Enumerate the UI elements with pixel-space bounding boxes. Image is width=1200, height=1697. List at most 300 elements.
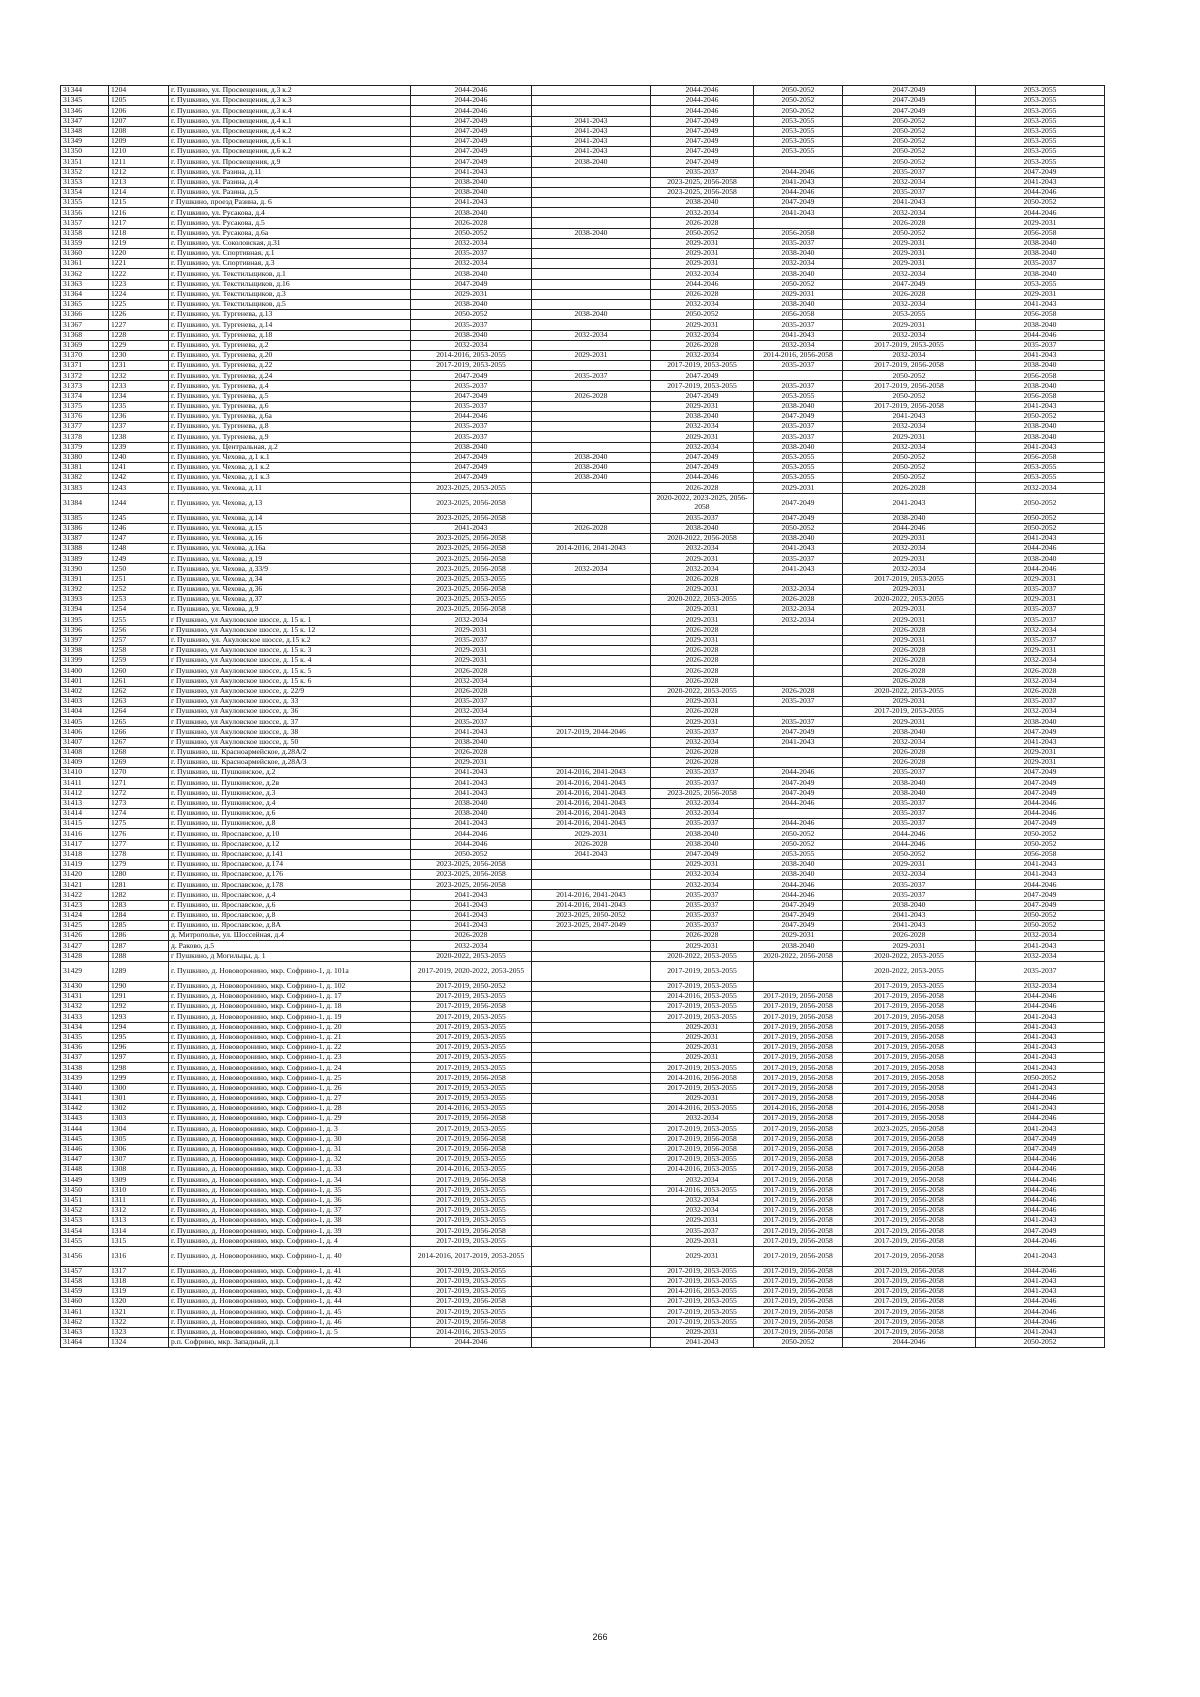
table-row [61,676,1105,686]
cell-period-f: 2032-2034 [976,625,1105,635]
cell-period-b [532,1022,651,1032]
cell-item-number: 1318 [109,1276,169,1286]
cell-period-c: 2026-2028 [651,758,754,768]
cell-item-number: 1228 [109,330,169,340]
cell-period-c: 2029-2031 [651,1236,754,1246]
table-row [61,218,1105,228]
cell-period-d: 2050-2052 [754,96,843,106]
cell-period-d: 2038-2040 [754,870,843,880]
cell-period-d: 2014-2016, 2056-2058 [754,1104,843,1114]
cell-period-d: 2017-2019, 2056-2058 [754,1195,843,1205]
cell-row-number: 31463 [61,1327,109,1337]
cell-period-f: 2044-2046 [976,991,1105,1001]
cell-period-a: 2017-2019, 2053-2055 [411,1266,532,1276]
cell-period-d: 2017-2019, 2056-2058 [754,1002,843,1012]
cell-period-f: 2041-2043 [976,350,1105,360]
cell-period-d: 2014-2016, 2056-2058 [754,350,843,360]
cell-row-number: 31354 [61,187,109,197]
cell-period-d: 2017-2019, 2056-2058 [754,1053,843,1063]
cell-period-a: 2041-2043 [411,778,532,788]
cell-period-d: 2053-2055 [754,126,843,136]
cell-address: г. Пушкино, д. Нововоронино, мкр. Софрино-1, д. 44 [169,1297,411,1307]
cell-period-d [754,676,843,686]
cell-address: г. Пушкино, ул. Спортивная, д.1 [169,249,411,259]
cell-period-f: 2038-2040 [976,717,1105,727]
cell-period-d: 2041-2043 [754,208,843,218]
cell-period-a: 2017-2019, 2056-2058 [411,1297,532,1307]
table-row [61,289,1105,299]
table-row [61,859,1105,869]
cell-address: г. Пушкино, д. Нововоронино, мкр. Софрино-1, д. 25 [169,1073,411,1083]
cell-period-b [532,1246,651,1266]
cell-period-f: 2044-2046 [976,544,1105,554]
cell-period-b: 2014-2016, 2041-2043 [532,900,651,910]
cell-period-b [532,208,651,218]
cell-period-a: 2023-2025, 2053-2055 [411,483,532,493]
cell-item-number: 1281 [109,880,169,890]
cell-address: г. Пушкино, ул. Чехова, д.15 [169,523,411,533]
cell-period-a: 2023-2025, 2056-2058 [411,564,532,574]
table-row [61,961,1105,981]
cell-period-e: 2050-2052 [843,116,976,126]
cell-period-b [532,1104,651,1114]
cell-item-number: 1219 [109,238,169,248]
cell-address: г Пушкино, ул Акуловское шоссе, д. 15 к. 5 [169,666,411,676]
cell-address: г. Пушкино, ул. Текстильщиков, д.1 [169,269,411,279]
cell-period-a: 2041-2043 [411,167,532,177]
cell-row-number: 31380 [61,452,109,462]
cell-period-f: 2032-2034 [976,483,1105,493]
table-row [61,991,1105,1001]
cell-period-d: 2035-2037 [754,696,843,706]
cell-period-c: 2035-2037 [651,890,754,900]
cell-period-b [532,442,651,452]
table-row [61,371,1105,381]
table-row [61,157,1105,167]
cell-row-number: 31382 [61,473,109,483]
cell-period-c: 2014-2016, 2053-2055 [651,1185,754,1195]
cell-row-number: 31421 [61,880,109,890]
cell-row-number: 31361 [61,259,109,269]
cell-address: г Пушкино, проезд Разина, д. 6 [169,198,411,208]
cell-address: г. Пушкино, ул. Просвещения, д.3 к.2 [169,86,411,96]
cell-address: г. Пушкино, ш. Красноармейское, д.28А/3 [169,758,411,768]
cell-period-e: 2032-2034 [843,299,976,309]
cell-address: г. Пушкино, д. Нововоронино, мкр. Софрино-1, д. 35 [169,1185,411,1195]
cell-item-number: 1236 [109,412,169,422]
cell-period-c: 2026-2028 [651,707,754,717]
cell-period-f: 2044-2046 [976,1093,1105,1103]
cell-address: г. Пушкино, д. Нововоронино, мкр. Софрино-1, д. 4 [169,1236,411,1246]
cell-period-a: 2023-2025, 2053-2055 [411,574,532,584]
cell-period-e: 2032-2034 [843,330,976,340]
cell-period-f: 2044-2046 [976,1195,1105,1205]
cell-period-b: 2032-2034 [532,330,651,340]
cell-period-f: 2056-2058 [976,391,1105,401]
cell-period-b [532,554,651,564]
cell-period-b: 2041-2043 [532,116,651,126]
cell-period-e: 2017-2019, 2056-2058 [843,1297,976,1307]
cell-period-c: 2017-2019, 2053-2055 [651,1002,754,1012]
table-row [61,1144,1105,1154]
cell-period-d: 2044-2046 [754,768,843,778]
cell-item-number: 1279 [109,859,169,869]
cell-address: г. Пушкино, д. Нововоронино, мкр. Софрино-1, д. 33 [169,1165,411,1175]
cell-period-c: 2032-2034 [651,1195,754,1205]
cell-row-number: 31403 [61,696,109,706]
cell-item-number: 1246 [109,523,169,533]
cell-address: г. Пушкино, ул. Русакова, д.4 [169,208,411,218]
cell-period-d: 2017-2019, 2056-2058 [754,1114,843,1124]
cell-period-f: 2035-2037 [976,584,1105,594]
cell-period-b: 2032-2034 [532,564,651,574]
cell-period-c: 2026-2028 [651,574,754,584]
cell-row-number: 31429 [61,961,109,981]
cell-period-f: 2050-2052 [976,921,1105,931]
table-row [61,1266,1105,1276]
cell-address: г. Пушкино, ул. Просвещения, д.4 к.2 [169,126,411,136]
cell-period-a: 2017-2019, 2053-2055 [411,1185,532,1195]
cell-period-e: 2017-2019, 2056-2058 [843,1093,976,1103]
cell-period-e: 2029-2031 [843,249,976,259]
cell-period-c: 2017-2019, 2053-2055 [651,961,754,981]
cell-row-number: 31409 [61,758,109,768]
cell-period-c: 2032-2034 [651,330,754,340]
cell-item-number: 1269 [109,758,169,768]
cell-period-b [532,1317,651,1327]
cell-period-f: 2038-2040 [976,422,1105,432]
cell-item-number: 1272 [109,788,169,798]
cell-period-a: 2044-2046 [411,829,532,839]
cell-period-f: 2047-2049 [976,1134,1105,1144]
cell-period-e: 2017-2019, 2056-2058 [843,1022,976,1032]
cell-period-c: 2032-2034 [651,1175,754,1185]
cell-period-f: 2044-2046 [976,880,1105,890]
cell-row-number: 31448 [61,1165,109,1175]
cell-row-number: 31458 [61,1276,109,1286]
cell-period-c: 2017-2019, 2053-2055 [651,1083,754,1093]
cell-row-number: 31456 [61,1246,109,1266]
cell-period-d: 2026-2028 [754,595,843,605]
cell-period-a: 2026-2028 [411,747,532,757]
cell-period-e: 2017-2019, 2056-2058 [843,1185,976,1195]
cell-item-number: 1316 [109,1246,169,1266]
cell-row-number: 31398 [61,645,109,655]
cell-period-c: 2026-2028 [651,666,754,676]
table-row [61,310,1105,320]
cell-period-b [532,1205,651,1215]
cell-address: г. Пушкино, ул. Просвещения, д.6 к.1 [169,136,411,146]
table-row [61,1327,1105,1337]
cell-address: г. Пушкино, д. Нововоронино, мкр. Софрино-1, д. 32 [169,1154,411,1164]
cell-period-a: 2038-2040 [411,299,532,309]
cell-period-f: 2041-2043 [976,870,1105,880]
cell-item-number: 1261 [109,676,169,686]
cell-period-c: 2017-2019, 2053-2055 [651,1012,754,1022]
cell-address: г. Пушкино, ул. Чехова, д.11 [169,483,411,493]
cell-period-a: 2017-2019, 2053-2055 [411,1154,532,1164]
table-row [61,910,1105,920]
cell-period-d: 2017-2019, 2056-2058 [754,1165,843,1175]
cell-period-e: 2032-2034 [843,442,976,452]
cell-row-number: 31356 [61,208,109,218]
cell-period-e: 2017-2019, 2056-2058 [843,1083,976,1093]
table-row [61,1337,1105,1347]
cell-address: г. Пушкино, д. Нововоронино, мкр. Софрино-1, д. 40 [169,1246,411,1266]
cell-period-e: 2017-2019, 2056-2058 [843,1042,976,1052]
table-row [61,574,1105,584]
cell-period-c: 2032-2034 [651,1114,754,1124]
cell-period-a: 2044-2046 [411,412,532,422]
cell-period-d: 2017-2019, 2056-2058 [754,1083,843,1093]
cell-period-c: 2026-2028 [651,747,754,757]
cell-address: г. Пушкино, ш. Ярославское, д.12 [169,839,411,849]
cell-period-b [532,218,651,228]
cell-period-e: 2017-2019, 2056-2058 [843,381,976,391]
cell-period-b [532,707,651,717]
table-row [61,187,1105,197]
cell-item-number: 1265 [109,717,169,727]
cell-period-d: 2047-2049 [754,910,843,920]
cell-item-number: 1254 [109,605,169,615]
cell-period-c: 2017-2019, 2056-2058 [651,1144,754,1154]
cell-period-a: 2023-2025, 2056-2058 [411,870,532,880]
cell-period-a: 2032-2034 [411,340,532,350]
cell-period-b [532,941,651,951]
cell-period-e: 2032-2034 [843,208,976,218]
cell-item-number: 1255 [109,615,169,625]
cell-period-b [532,615,651,625]
cell-address: г. Пушкино, ул. Тургенева, д.8 [169,422,411,432]
cell-period-e: 2029-2031 [843,859,976,869]
cell-item-number: 1245 [109,513,169,523]
cell-period-d: 2047-2049 [754,412,843,422]
cell-period-b [532,717,651,727]
cell-period-b: 2038-2040 [532,310,651,320]
cell-period-e: 2032-2034 [843,269,976,279]
cell-address: г. Пушкино, ш. Пушкинское, д.6 [169,808,411,818]
cell-address: г. Пушкино, д. Нововоронино, мкр. Софрино-1, д. 41 [169,1266,411,1276]
cell-period-a: 2038-2040 [411,330,532,340]
cell-period-e: 2017-2019, 2056-2058 [843,1276,976,1286]
cell-period-b [532,279,651,289]
cell-row-number: 31438 [61,1063,109,1073]
cell-period-e: 2050-2052 [843,849,976,859]
table-row [61,880,1105,890]
table-row [61,758,1105,768]
cell-period-e: 2041-2043 [843,198,976,208]
cell-address: г. Пушкино, ул. Тургенева, д.4 [169,381,411,391]
cell-period-f: 2050-2052 [976,412,1105,422]
table-row [61,320,1105,330]
cell-period-e: 2017-2019, 2053-2055 [843,981,976,991]
cell-address: г. Пушкино, ул. Тургенева, д.18 [169,330,411,340]
cell-address: г. Пушкино, ул. Тургенева, д.6 [169,401,411,411]
cell-period-a: 2035-2037 [411,422,532,432]
cell-period-b: 2038-2040 [532,462,651,472]
table-row [61,350,1105,360]
table-row [61,696,1105,706]
cell-period-d: 2035-2037 [754,381,843,391]
cell-period-b: 2041-2043 [532,126,651,136]
cell-row-number: 31418 [61,849,109,859]
cell-period-c: 2032-2034 [651,544,754,554]
cell-period-a: 2017-2019, 2053-2055 [411,1195,532,1205]
cell-address: г. Пушкино, ул. Чехова, д.16а [169,544,411,554]
cell-period-b [532,1124,651,1134]
table-row [61,330,1105,340]
cell-row-number: 31424 [61,910,109,920]
cell-period-e: 2017-2019, 2056-2058 [843,1216,976,1226]
cell-period-d: 2035-2037 [754,238,843,248]
cell-period-d: 2050-2052 [754,523,843,533]
cell-row-number: 31440 [61,1083,109,1093]
cell-address: г. Пушкино, ул. Соколовская, д.31 [169,238,411,248]
cell-period-f: 2044-2046 [976,798,1105,808]
cell-period-d: 2047-2049 [754,198,843,208]
cell-period-a: 2017-2019, 2053-2055 [411,1205,532,1215]
cell-period-d: 2038-2040 [754,859,843,869]
cell-period-c: 2050-2052 [651,228,754,238]
cell-address: г. Пушкино, д. Нововоронино, мкр. Софрино-1, д. 39 [169,1226,411,1236]
cell-period-e: 2032-2034 [843,422,976,432]
cell-period-a: 2041-2043 [411,890,532,900]
cell-period-c: 2038-2040 [651,198,754,208]
cell-row-number: 31352 [61,167,109,177]
cell-period-b [532,249,651,259]
cell-period-f: 2044-2046 [976,564,1105,574]
cell-period-c: 2044-2046 [651,106,754,116]
cell-period-d: 2041-2043 [754,564,843,574]
table-row [61,1154,1105,1164]
cell-period-a: 2017-2019, 2053-2055 [411,1236,532,1246]
cell-row-number: 31446 [61,1144,109,1154]
cell-item-number: 1288 [109,951,169,961]
cell-period-f: 2032-2034 [976,951,1105,961]
table-row [61,299,1105,309]
cell-period-e: 2026-2028 [843,218,976,228]
cell-item-number: 1301 [109,1093,169,1103]
cell-period-b [532,340,651,350]
cell-item-number: 1298 [109,1063,169,1073]
cell-period-b: 2035-2037 [532,371,651,381]
cell-period-a: 2017-2019, 2056-2058 [411,1144,532,1154]
cell-item-number: 1241 [109,462,169,472]
cell-period-c: 2029-2031 [651,635,754,645]
cell-period-b [532,1063,651,1073]
cell-period-d: 2017-2019, 2056-2058 [754,1093,843,1103]
cell-period-e: 2017-2019, 2056-2058 [843,1327,976,1337]
cell-period-d: 2053-2055 [754,473,843,483]
cell-item-number: 1205 [109,96,169,106]
cell-address: р.п. Софрино, мкр. Западный, д.1 [169,1337,411,1347]
table-row [61,1134,1105,1144]
table-row [61,462,1105,472]
cell-period-a: 2038-2040 [411,269,532,279]
cell-period-c: 2032-2034 [651,422,754,432]
table-row [61,1083,1105,1093]
cell-period-b [532,1002,651,1012]
cell-period-d: 2044-2046 [754,167,843,177]
cell-period-f: 2026-2028 [976,666,1105,676]
table-row [61,96,1105,106]
cell-row-number: 31412 [61,788,109,798]
cell-period-d: 2017-2019, 2056-2058 [754,1134,843,1144]
cell-period-e: 2017-2019, 2056-2058 [843,1246,976,1266]
table-row [61,1022,1105,1032]
cell-row-number: 31457 [61,1266,109,1276]
cell-address: г. Пушкино, д. Нововоронино, мкр. Софрино-1, д. 102 [169,981,411,991]
cell-address: г. Пушкино, д. Нововоронино, мкр. Софрино-1, д. 3 [169,1124,411,1134]
cell-period-f: 2041-2043 [976,941,1105,951]
cell-period-f: 2050-2052 [976,198,1105,208]
cell-address: г Пушкино, ул Акуловское шоссе, д. 37 [169,717,411,727]
cell-address: г Пушкино, ул Акуловское шоссе, д. 50 [169,737,411,747]
cell-row-number: 31459 [61,1287,109,1297]
cell-period-c: 2017-2019, 2053-2055 [651,1063,754,1073]
cell-period-c: 2029-2031 [651,401,754,411]
cell-address: г. Пушкино, ул. Чехова, д.1 к.1 [169,452,411,462]
cell-address: г. Пушкино, ул. Центральная, д.2 [169,442,411,452]
cell-period-a: 2017-2019, 2053-2055 [411,1093,532,1103]
cell-period-d: 2035-2037 [754,554,843,564]
cell-period-c: 2014-2016, 2053-2055 [651,1104,754,1114]
cell-period-d: 2035-2037 [754,717,843,727]
cell-address: г. Пушкино, ш. Пушкинское, д.2в [169,778,411,788]
cell-period-d: 2044-2046 [754,819,843,829]
cell-period-d: 2017-2019, 2056-2058 [754,1073,843,1083]
cell-period-b [532,198,651,208]
cell-period-e: 2044-2046 [843,839,976,849]
cell-item-number: 1244 [109,493,169,513]
cell-period-d: 2032-2034 [754,605,843,615]
cell-period-b [532,574,651,584]
cell-row-number: 31445 [61,1134,109,1144]
cell-period-f: 2041-2043 [976,1276,1105,1286]
table-row [61,839,1105,849]
cell-period-b: 2014-2016, 2041-2043 [532,768,651,778]
cell-period-a: 2035-2037 [411,696,532,706]
cell-row-number: 31345 [61,96,109,106]
cell-item-number: 1213 [109,177,169,187]
cell-period-b [532,951,651,961]
cell-period-c: 2014-2016, 2053-2055 [651,1165,754,1175]
cell-item-number: 1264 [109,707,169,717]
table-row [61,412,1105,422]
cell-address: г. Пушкино, д. Нововоронино, мкр. Софрино-1, д. 43 [169,1287,411,1297]
cell-period-c: 2029-2031 [651,615,754,625]
cell-row-number: 31419 [61,859,109,869]
cell-period-e: 2017-2019, 2056-2058 [843,1226,976,1236]
cell-period-e: 2050-2052 [843,147,976,157]
cell-period-b [532,737,651,747]
cell-period-f: 2029-2031 [976,747,1105,757]
cell-period-c: 2017-2019, 2053-2055 [651,1307,754,1317]
cell-period-e: 2026-2028 [843,645,976,655]
cell-period-d: 2038-2040 [754,941,843,951]
cell-period-b [532,1073,651,1083]
cell-period-d: 2050-2052 [754,86,843,96]
cell-row-number: 31447 [61,1154,109,1164]
cell-period-c: 2032-2034 [651,269,754,279]
cell-address: г. Пушкино, д. Нововоронино, мкр. Софрино-1, д. 17 [169,991,411,1001]
table-row [61,361,1105,371]
cell-period-f: 2044-2046 [976,1185,1105,1195]
cell-item-number: 1214 [109,187,169,197]
cell-row-number: 31423 [61,900,109,910]
cell-row-number: 31374 [61,391,109,401]
cell-period-d: 2050-2052 [754,1337,843,1347]
